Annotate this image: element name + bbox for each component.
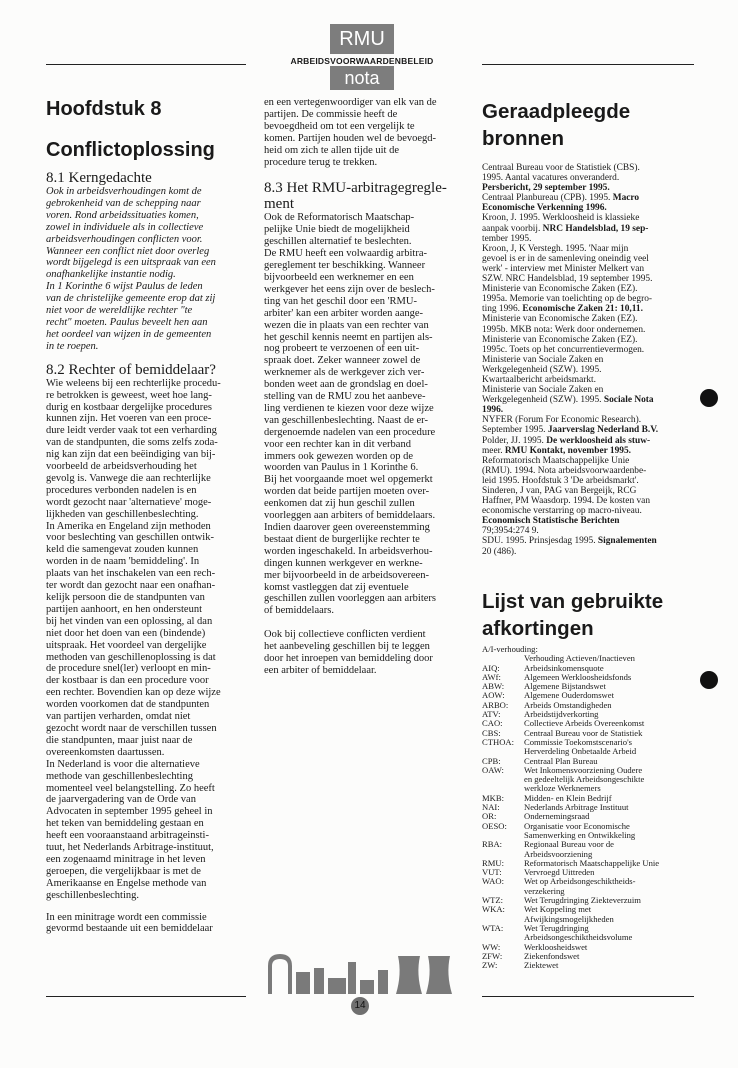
text-line: methoden van geschillenoplossing is dat (46, 651, 216, 663)
reference-line (482, 203, 692, 213)
text-line: wordt gezocht naar 'alternatieve' moge- (46, 496, 212, 508)
text-line: lijkheden van geschillenbeslechting. (46, 508, 199, 520)
text-line: voorleggen aan arbiters of bemiddelaars. (264, 510, 436, 522)
text-line: recht" moeten. Paulus beveelt hen aan (46, 316, 208, 328)
text-line: kunnen zijn. Het voeren van een proce- (46, 413, 212, 425)
reference-bold: Signalementen (597, 536, 657, 547)
abbreviation-value: Regionaal Bureau voor de (524, 839, 614, 850)
abbreviation-value: Wet Inkomensvoorziening Oudere (524, 764, 643, 775)
text-line: Wanneer een conflict niet door overleg (46, 245, 210, 257)
text-line: door het inroepen van bemiddeling door (264, 653, 433, 665)
reference-bold: Economische Zaken 21: 10,11. (522, 304, 643, 315)
header-rule-left (46, 64, 246, 65)
reference-text: Centraal Planbureau (CPB). 1995. (482, 193, 613, 204)
text-line: die standpunten, maar juist naar de (46, 734, 193, 746)
abbreviation-value: Vervroegd Uittreden (524, 867, 595, 878)
arch-shape (268, 954, 292, 994)
text-line: immers ook gewezen worden op de (264, 450, 413, 462)
cooling-tower-shape (426, 956, 452, 994)
abbreviation-row (482, 943, 692, 952)
text-line: voorbeeld de arbeidsverhouding het (46, 461, 197, 473)
reference-line (482, 345, 692, 355)
text-line: bevoegdheid om tot een vergelijk te (264, 120, 415, 132)
text-line: gezocht wordt naar de verschillen tussen (46, 722, 217, 734)
abbreviation-key: OAW: (482, 764, 504, 775)
text-line: partijen aanhoort, en hen ondersteunt (46, 603, 202, 615)
abbreviation-key (482, 775, 524, 784)
abbreviation-value: werkloze Werknemers (524, 783, 601, 794)
text-line: geschillenbeslechting. (46, 889, 140, 901)
reference-text: tember 1995. (482, 233, 532, 244)
abbreviation-key: OESO: (482, 820, 507, 831)
text-line: spraak doet. Zeker wanneer zowel de (264, 355, 421, 367)
cooling-tower-shape (396, 956, 422, 994)
page-number: 14 (351, 997, 369, 1015)
rmu-logo-top: RMU (330, 24, 394, 54)
text-line: Bij het voorgaande moet wel opgemerkt (264, 474, 433, 486)
reference-bold: Jaarverslag Nederland B.V. (547, 425, 659, 436)
reference-line (482, 284, 692, 294)
chapter-title: Conflictoplossing (46, 139, 215, 161)
abbr-heading (482, 588, 692, 642)
reference-text: 1995. Aantal vacatures onveranderd. (482, 173, 620, 184)
abbreviation-key: AIQ: (482, 662, 500, 673)
text-line: Ook in arbeidsverhoudingen komt de (46, 186, 202, 197)
reference-text: Centraal Bureau voor de Statistiek (CBS). (482, 163, 640, 173)
abbreviation-row (482, 933, 692, 942)
text-line: ter wordt dan gezocht naar een onafhan- (46, 580, 216, 592)
text-line: woorden van Paulus in 1 Korinthe 6. (264, 462, 419, 474)
text-line: Indien daarover geen overeenstemming (264, 522, 430, 533)
reference-line (482, 325, 692, 335)
reference-bold: Economische Verkenning 1996. (482, 203, 607, 214)
reference-text: 1995a. Memorie van toelichting op de begro- (482, 294, 653, 305)
text-line: geschillen zullen voorleggen aan arbiters (264, 593, 437, 605)
text-line: wezen die in plaats van een rechter van (264, 319, 429, 331)
text-line: gebrokenheid van de schepping naar (46, 197, 201, 209)
text-line: uitspraak. Het voordeel van dergelijke (46, 639, 207, 651)
text-line: arbiter' kan een arbiter worden aange- (264, 307, 424, 319)
abbreviation-value: Herverdeling Onbetaalde Arbeid (524, 746, 637, 757)
text-line: dingen kunnen werkgever en werkne- (264, 557, 423, 569)
text-line: heeft een vooraanstaand arbitrageinsti- (46, 830, 209, 842)
abbreviation-row (482, 952, 692, 961)
middle-top-text (264, 97, 467, 168)
abbreviation-value: Centraal Plan Bureau (524, 755, 598, 766)
text-line: De RMU heeft een volwaardig arbitra- (264, 248, 427, 260)
abbreviation-value: Commissie Toekomstscenario's (524, 736, 632, 747)
section-8-3-heading-line1: 8.3 Het RMU-arbitragegregle- (264, 180, 447, 197)
text-line: niet voor de wereldlijke rechter "te (46, 305, 193, 317)
text-line: der kostbaar is dan een procedure voor (46, 675, 209, 687)
reference-line (482, 163, 692, 173)
reference-text: 79;3954:274 9. (482, 526, 539, 537)
abbreviation-value: verzekering (524, 885, 565, 896)
abbreviation-key: WKA: (482, 904, 505, 915)
abbreviation-key: WTA: (482, 922, 504, 933)
footer-rule-left (46, 996, 246, 997)
reference-bold: 1996. (482, 405, 504, 416)
text-line: momenteel veel belangstelling. Zo heeft (46, 782, 215, 794)
reference-line (482, 244, 692, 254)
abbreviation-value: Organisatie voor Economische (524, 820, 630, 831)
reference-line (482, 304, 692, 314)
text-line: Advocaten in september 1995 geheel in (46, 806, 213, 818)
abbreviation-value: Midden- en Klein Bedrijf (524, 792, 612, 803)
reference-line (482, 314, 692, 324)
text-line: Ook bij collectieve conflicten verdient (264, 629, 426, 641)
abbreviation-key: RMU: (482, 857, 504, 868)
text-line: plaats van het inschakelen van een rech- (46, 568, 216, 580)
section-8-2-continuation (46, 912, 249, 936)
text-line: van de standpunten, die soms zelfs zoda- (46, 437, 218, 449)
reference-text: meer. (482, 445, 505, 456)
text-line: keld die samengevat zouden kunnen (46, 544, 199, 556)
binder-hole-bottom (700, 671, 718, 689)
header-rule-right (482, 64, 694, 65)
text-line: geschillen alternatief te beslechten. (264, 236, 412, 248)
middle-column (264, 97, 467, 677)
abbreviation-value: Wet Terugdringing (524, 922, 589, 933)
rmu-logo-bottom: nota (330, 66, 394, 90)
reference-line (482, 456, 692, 466)
reference-text: Reformatorisch Maatschappelijke Unie (482, 455, 630, 466)
refs-heading (482, 98, 692, 152)
section-8-1-body (46, 186, 249, 353)
abbreviation-key: NAI: (482, 802, 500, 813)
text-line: een arbiter of bemiddelaar. (264, 664, 377, 676)
reference-bold: Economisch Statistische Berichten (482, 516, 620, 527)
text-line: gevormd bestaande uit een bemiddelaar (46, 923, 213, 935)
abbreviation-key: CTHOA: (482, 736, 514, 747)
reference-line (482, 274, 692, 284)
reference-text: Ministerie van Sociale Zaken en (482, 354, 604, 365)
reference-line (482, 173, 692, 183)
reference-line (482, 526, 692, 536)
text-line: arbeidsverhoudingen conflicten voor. (46, 233, 203, 245)
text-line: Wie weleens bij een rechterlijke procedu- (46, 377, 221, 389)
reference-bold: NRC Handelsblad, 19 sep- (542, 223, 649, 234)
abbreviation-value: Algemeen Werkloosheidsfonds (524, 671, 632, 682)
text-line: het aanbeveling geschillen bij te leggen (264, 641, 430, 653)
text-line: werknemer als de werkgever zich ver- (264, 367, 425, 379)
reference-text: ting 1996. (482, 304, 523, 315)
abbreviation-row (482, 877, 692, 886)
abbreviation-key: WW: (482, 941, 501, 952)
abbreviation-value: Arbeidsongeschiktheidsvolume (524, 932, 633, 943)
abbreviation-key: WTZ: (482, 895, 503, 906)
abbreviation-key: ZW: (482, 960, 498, 971)
reference-text: Ministerie van Economische Zaken (EZ). (482, 284, 638, 295)
abbreviation-key: ATV: (482, 709, 501, 720)
abbreviation-value: Centraal Bureau voor de Statistiek (524, 727, 643, 738)
text-line: of bemiddelaars. (264, 605, 334, 617)
text-line: het teken van bemiddeling gestaan en (46, 818, 204, 830)
reference-text: Kwartaalbericht arbeidsmarkt. (482, 374, 597, 385)
abbreviation-key: AWf: (482, 671, 501, 682)
reference-line (482, 193, 692, 203)
text-line: worden dat beide partijen moeten over- (264, 486, 430, 498)
text-line: wordt bijgelegd is een uitspraak van een (46, 257, 216, 269)
abbreviation-key: ZFW: (482, 950, 503, 961)
text-line: niet door het doen van een (bindende) (46, 627, 206, 639)
text-line: heid om zich te allen tijde uit de (264, 144, 399, 156)
text-line: bonden weet aan de grondslag en doel- (264, 379, 428, 391)
reference-line (482, 405, 692, 415)
reference-line (482, 375, 692, 385)
reference-bold: De werkloosheid als stuw- (546, 435, 651, 446)
text-line: voor een rechter kan in dit verband (264, 438, 411, 450)
reference-line (482, 436, 692, 446)
abbreviation-value: Wet Terugdringing Ziekteverzuim (524, 895, 641, 906)
text-line: partijen. De commissie heeft de (264, 108, 398, 120)
text-line: Amerikaanse en Engelse methode van (46, 877, 207, 889)
reference-line (482, 496, 692, 506)
text-line: bij het vinden van een oplossing, al dan (46, 615, 213, 627)
reference-text: Polder, JJ. 1995. (482, 435, 547, 446)
reference-line (482, 536, 692, 546)
reference-line (482, 395, 692, 405)
text-line: overeenkomsten daartussen. (46, 746, 165, 758)
reference-line (482, 516, 692, 526)
reference-text: Ministerie van Economische Zaken (EZ). (482, 334, 638, 345)
text-line: komen. Partijen houden wel de bevoegd- (264, 132, 437, 144)
reference-text: SZW. NRC Handelsblad, 19 september 1995. (482, 274, 653, 285)
text-line: worden voorkomen dat de standpunten (46, 699, 210, 711)
abbreviation-key: A/I-verhouding: (482, 644, 538, 654)
reference-text: gevoel is er in de samenleving oneindig veel (482, 253, 649, 264)
reference-line (482, 385, 692, 395)
section-8-3-heading (264, 180, 467, 212)
section-8-2-heading: 8.2 Rechter of bemiddelaar? (46, 361, 216, 378)
abbreviation-value: Nederlands Arbitrage Instituut (524, 802, 629, 813)
abbreviation-key: CAO: (482, 718, 503, 729)
reference-text: aanpak voorbij. (482, 223, 543, 234)
text-line: de procedure snel(ler) verloopt en min- (46, 663, 211, 675)
references-list (482, 163, 692, 557)
reference-text: Ministerie van Sociale Zaken en (482, 385, 604, 396)
reference-text: Werkgelegenheid (SZW). 1995. (482, 395, 604, 406)
reference-line (482, 365, 692, 375)
text-line: eenkomen dat zij hun geschil zullen (264, 498, 415, 510)
abbreviation-key: CPB: (482, 755, 501, 766)
reference-line (482, 425, 692, 435)
text-line: van geschillenbeslechting. Naast de er- (264, 414, 428, 426)
abbreviation-value: Ziektewet (524, 960, 559, 971)
abbreviation-value: Arbeidstijdverkorting (524, 709, 599, 720)
text-line: ting van het geschil door een 'RMU- (264, 295, 417, 307)
text-line: worden in de naam 'bemiddeling'. In (46, 556, 200, 568)
abbreviation-key: ABW: (482, 681, 505, 692)
reference-text: 1995b. MKB nota: Werk door ondernemen. (482, 324, 646, 335)
reference-line (482, 234, 692, 244)
text-line: werkgever het eens zijn over de beslech- (264, 283, 435, 295)
text-line: van de christelijke gemeente erop dat zij (46, 293, 216, 305)
reference-bold: RMU Kontakt, november 1995. (504, 445, 632, 456)
section-8-3-heading-line2: ment (264, 196, 294, 213)
building-shape (360, 980, 374, 994)
text-line: het oordeel van wijzen in de gemeenten (46, 328, 212, 340)
text-line: ling verdienen te kiezen voor deze wijze (264, 402, 434, 414)
text-line: een rechter. Bovendien kan op deze wijze (46, 687, 221, 699)
refs-title-line1: Geraadpleegde (482, 100, 631, 123)
text-line: re betrokken is geweest, weet hoe lang- (46, 389, 212, 401)
abbreviation-key: MKB: (482, 792, 504, 803)
text-line: mer bijvoorbeeld in de arbeidsovereen- (264, 569, 430, 581)
text-line: procedure terug te trekken. (264, 156, 378, 168)
reference-text: Haffner, PM Waasdorp. 1994. De kosten van (482, 496, 651, 507)
abbreviation-key: AOW: (482, 690, 505, 701)
left-column (46, 97, 249, 935)
reference-line (482, 415, 692, 425)
reference-text: Kroon, J, K Verstegh. 1995. 'Naar mijn (482, 243, 629, 254)
section-8-1-heading: 8.1 Kerngedachte (46, 170, 152, 186)
reference-text: 1995c. Toets op het concurrentievermogen. (482, 344, 645, 355)
refs-title-line2: bronnen (482, 127, 564, 150)
chimney-shape (348, 962, 356, 994)
reference-text: Ministerie van Economische Zaken (EZ). (482, 314, 638, 325)
abbreviation-key: CBS: (482, 727, 501, 738)
abbreviation-value: Arbeidsinkomensquote (524, 662, 604, 673)
reference-line (482, 476, 692, 486)
text-line: komst vastleggen dat zij eventuele (264, 581, 409, 593)
building-shape (328, 978, 346, 994)
abbreviation-value: Algemene Bijstandswet (524, 681, 606, 692)
reference-line (482, 547, 692, 557)
reference-line (482, 486, 692, 496)
abbreviation-value: Afwijkingsmogelijkheden (524, 913, 614, 924)
text-line: kelijk persoon die de standpunten van (46, 592, 205, 603)
building-shape (314, 968, 324, 994)
reference-text: Sinderen, J van, PAG van Bergeijk, RCG (482, 486, 637, 496)
abbreviation-key: RBA: (482, 839, 503, 850)
section-8-3-body (264, 212, 467, 617)
text-line: nog probeert te verzoenen of een uit- (264, 343, 420, 355)
footer-illustration (262, 940, 468, 998)
text-line: bijvoorbeeld een werknemer en een (264, 271, 414, 283)
text-line: procedures verbonden nadelen is en (46, 484, 197, 496)
text-line: In 1 Korinthe 6 wijst Paulus de leden (46, 281, 203, 293)
text-line: in te roepen. (46, 340, 99, 352)
abbreviation-value: Collectieve Arbeids Overeenkomst (524, 718, 645, 729)
reference-line (482, 213, 692, 223)
abbreviation-value: Reformatorisch Maatschappelijke Unie (524, 857, 660, 868)
text-line: en een vertegenwoordiger van elk van de (264, 97, 437, 108)
abbreviation-key: WAO: (482, 876, 504, 887)
abbreviation-value: Wet Koppeling met (524, 904, 592, 915)
building-shape (378, 970, 388, 994)
text-line: methode van geschillenbeslechting (46, 770, 193, 782)
reference-line (482, 294, 692, 304)
reference-text: (RMU). 1994. Nota arbeidsvoorwaardenbe- (482, 465, 647, 476)
reference-text: Werkgelegenheid (SZW). 1995. (482, 364, 602, 375)
text-line: bestaat dient de burgerlijke rechter te (264, 533, 420, 545)
abbr-title-line2: afkortingen (482, 617, 594, 640)
abbreviation-value: Arbeids Omstandigheden (524, 699, 612, 710)
text-line: onafhankelijke instantie nodig. (46, 269, 176, 281)
reference-bold: Sociale Nota (603, 395, 654, 406)
reference-line (482, 254, 692, 264)
abbreviation-key: ARBO: (482, 699, 509, 710)
abbreviation-value: en gedeeltelijk Arbeidsongeschikte (524, 774, 645, 785)
text-line: voor beslechting van geschillen ontwik- (46, 532, 214, 544)
text-line: dergenoemde nadelen van een procedure (264, 426, 436, 438)
abbreviations-list (482, 645, 692, 970)
binder-hole-top (700, 389, 718, 407)
building-shape (296, 972, 310, 994)
abbreviation-value: Arbeidsvoorziening (524, 848, 593, 859)
text-line: van partijen verharden, omdat niet (46, 711, 191, 723)
text-line: stelling van de RMU zou het aanbeve- (264, 391, 426, 403)
text-line: In Nederland is voor die alternatieve (46, 758, 200, 770)
text-line: voren. Rond arbeidssituaties komen, (46, 209, 199, 221)
text-line: In Amerika en Engeland zijn methoden (46, 520, 211, 532)
reference-text: September 1995. (482, 425, 548, 436)
reference-text: Kroon, J. 1995. Werkloosheid is klassieke (482, 213, 640, 224)
text-line: het geschil kennis neemt en partijen als- (264, 331, 433, 343)
reference-text: leid 1995. Hoofdstuk 3 'De arbeidsmarkt'. (482, 475, 639, 486)
reference-line (482, 183, 692, 193)
reference-text: werk' - interview met Minister Melkert van (482, 263, 645, 274)
abbreviation-key: OR: (482, 811, 497, 822)
abbreviation-key: VUT: (482, 867, 502, 878)
text-line: gereglement ter beschikking. Wanneer (264, 260, 426, 272)
text-line: durig en kostbaar dergelijke procedures (46, 401, 212, 413)
reference-text: SDU. 1995. Prinsjesdag 1995. (482, 536, 598, 547)
reference-bold: Macro (612, 193, 640, 204)
text-line: een zogenaamd minitrage in het leven (46, 853, 206, 865)
text-line: geroepen, die vergelijkbaar is met de (46, 865, 201, 877)
abbreviation-row (482, 961, 692, 970)
reference-line (482, 466, 692, 476)
text-line: gevolg is. Vanwege die aan rechterlijke (46, 472, 211, 484)
abbreviation-value: Verhouding Actieven/Inactieven (524, 653, 635, 664)
abbr-title-line1: Lijst van gebruikte (482, 590, 664, 613)
middle-final-paragraph (264, 629, 467, 677)
reference-text: 20 (486). (482, 546, 517, 557)
footer-rule-right (482, 996, 694, 997)
abbreviation-value: Ziekenfondswet (524, 950, 580, 961)
text-line: zowel in individuele als in collectieve (46, 221, 204, 233)
text-line: nig kan zijn dat een beëindiging van bij- (46, 449, 216, 461)
reference-bold: Persbericht, 29 september 1995. (482, 183, 610, 194)
abbreviation-value: Algemene Ouderdomswet (524, 690, 614, 701)
header-banner: ARBEIDSVOORWAARDENBELEID (290, 56, 434, 66)
reference-text: economische verstarring op macro-niveau. (482, 506, 642, 517)
reference-text: NYFER (Forum For Economic Research). (482, 415, 642, 426)
chapter-label: Hoofdstuk 8 (46, 98, 162, 120)
reference-line (482, 335, 692, 345)
text-line: de jaarvergadering van de Orde van (46, 794, 196, 806)
reference-line (482, 264, 692, 274)
text-line: pelijke Unie biedt de mogelijkheid (264, 224, 410, 236)
abbreviation-value: Samenwerking en Ontwikkeling (524, 829, 636, 840)
section-8-2-body (46, 378, 249, 902)
text-line: In een minitrage wordt een commissie (46, 911, 207, 923)
abbreviation-value: Wet op Arbeidsongeschiktheids- (524, 876, 636, 887)
reference-line (482, 446, 692, 456)
text-line: Ook de Reformatorisch Maatschap- (264, 212, 415, 224)
reference-line (482, 224, 692, 234)
reference-line (482, 506, 692, 516)
reference-line (482, 355, 692, 365)
abbreviation-value: Ondernemingsraad (524, 811, 590, 822)
text-line: dure leidt verder vaak tot een verharding (46, 425, 217, 437)
text-line: tuut, het Nederlands Arbitrage-instituut, (46, 842, 214, 854)
abbreviation-value: Werkloosheidswet (524, 941, 588, 952)
text-line: worden ingeschakeld. In arbeidsverhou- (264, 545, 433, 557)
